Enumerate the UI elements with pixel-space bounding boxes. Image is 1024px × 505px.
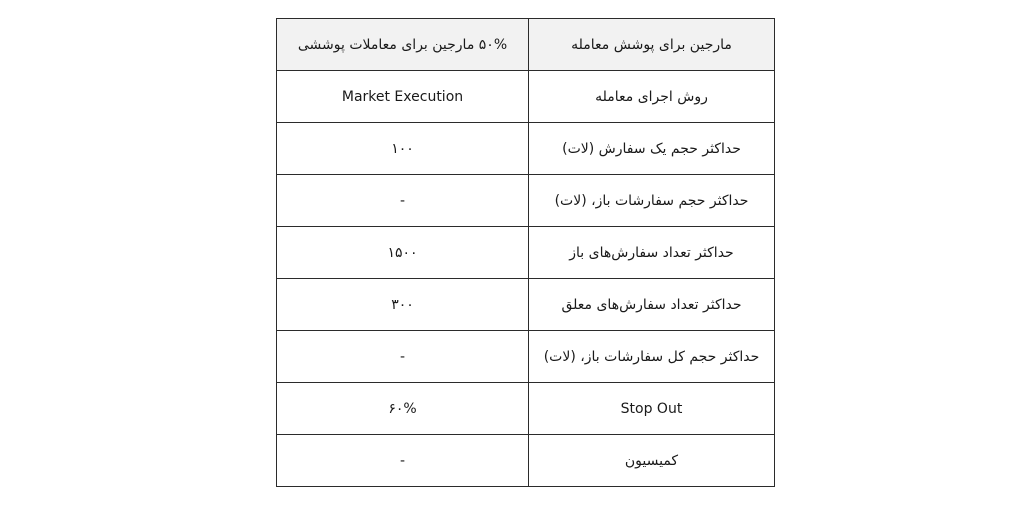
table-header-row (277, 19, 775, 71)
table-row (277, 71, 775, 123)
table-row (277, 279, 775, 331)
table-row (277, 123, 775, 175)
row-label-max-total-open-volume: حداکثر حجم کل سفارشات باز، (لات) (529, 331, 775, 383)
row-value-max-order-volume: ۱۰۰ (277, 123, 529, 175)
header-value-cell: ۵۰% مارجین برای معاملات پوششی (277, 19, 529, 71)
specs-table-container (276, 18, 760, 487)
row-label-stop-out: Stop Out (529, 383, 775, 435)
row-label-max-order-volume: حداکثر حجم یک سفارش (لات) (529, 123, 775, 175)
row-label-max-pending-orders: حداکثر تعداد سفارش‌های معلق (529, 279, 775, 331)
row-label-max-open-orders: حداکثر تعداد سفارش‌های باز (529, 227, 775, 279)
table-row (277, 331, 775, 383)
row-value-max-pending-orders: ۳۰۰ (277, 279, 529, 331)
row-value-max-open-volume: - (277, 175, 529, 227)
table-row (277, 175, 775, 227)
row-value-stop-out: ۶۰% (277, 383, 529, 435)
row-value-max-total-open-volume: - (277, 331, 529, 383)
account-specs-table (276, 18, 775, 487)
table-row (277, 435, 775, 487)
row-label-max-open-volume: حداکثر حجم سفارشات باز، (لات) (529, 175, 775, 227)
row-value-max-open-orders: ۱۵۰۰ (277, 227, 529, 279)
row-label-commission: کمیسیون (529, 435, 775, 487)
row-value-execution: Market Execution (277, 71, 529, 123)
row-label-execution: روش اجرای معامله (529, 71, 775, 123)
header-label-cell: مارجین برای پوشش معامله (529, 19, 775, 71)
row-value-commission: - (277, 435, 529, 487)
table-row (277, 383, 775, 435)
table-row (277, 227, 775, 279)
